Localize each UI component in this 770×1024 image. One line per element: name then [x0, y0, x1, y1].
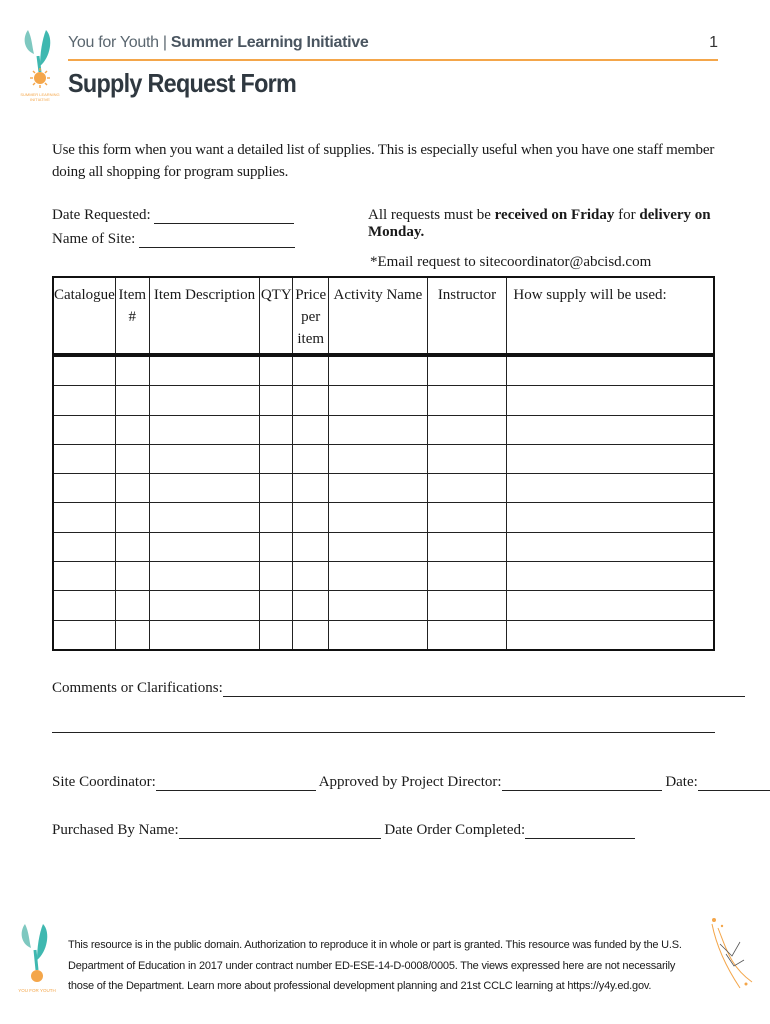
- approval-date-input[interactable]: [698, 776, 770, 791]
- table-cell[interactable]: [53, 355, 115, 386]
- table-cell[interactable]: [427, 415, 507, 444]
- col-header-activity-name: Activity Name: [329, 277, 427, 355]
- table-cell[interactable]: [115, 474, 149, 503]
- table-cell[interactable]: [260, 532, 293, 561]
- table-cell[interactable]: [507, 474, 714, 503]
- table-cell[interactable]: [427, 562, 507, 591]
- decorative-illustration: [700, 914, 758, 998]
- table-cell[interactable]: [329, 474, 427, 503]
- table-cell[interactable]: [53, 474, 115, 503]
- site-coordinator-label: Site Coordinator:: [52, 774, 156, 790]
- table-row: [53, 503, 714, 532]
- table-cell[interactable]: [115, 386, 149, 415]
- table-cell[interactable]: [293, 474, 329, 503]
- name-of-site-label: Name of Site:: [52, 231, 136, 247]
- table-cell[interactable]: [507, 415, 714, 444]
- table-cell[interactable]: [53, 386, 115, 415]
- table-row: [53, 474, 714, 503]
- table-cell[interactable]: [293, 444, 329, 473]
- header-org: You for Youth: [68, 34, 159, 51]
- table-cell[interactable]: [293, 503, 329, 532]
- purchased-by-input[interactable]: [179, 824, 381, 839]
- col-header-usage: How supply will be used:: [507, 277, 714, 355]
- col-header-price: Price per item: [293, 277, 329, 355]
- table-row: [53, 620, 714, 650]
- approval-row: [52, 774, 770, 791]
- table-cell[interactable]: [53, 415, 115, 444]
- table-cell[interactable]: [293, 355, 329, 386]
- name-of-site-input[interactable]: [139, 233, 295, 248]
- table-header-row: [53, 277, 714, 355]
- request-delivery-day: delivery on Monday.: [368, 207, 711, 240]
- table-cell[interactable]: [115, 562, 149, 591]
- table-cell[interactable]: [260, 474, 293, 503]
- date-requested-field: [52, 207, 294, 224]
- svg-text:INITIATIVE: INITIATIVE: [30, 97, 50, 102]
- table-cell[interactable]: [329, 503, 427, 532]
- table-row: [53, 355, 714, 386]
- col-header-item-number: Item #: [115, 277, 149, 355]
- table-cell[interactable]: [427, 444, 507, 473]
- table-cell[interactable]: [329, 444, 427, 473]
- comments-input[interactable]: [223, 682, 745, 697]
- table-cell[interactable]: [427, 591, 507, 620]
- table-cell[interactable]: [149, 415, 260, 444]
- purchased-by-label: Purchased By Name:: [52, 822, 179, 838]
- request-note-middle: for: [614, 207, 640, 223]
- header-separator: |: [158, 34, 171, 51]
- table-cell[interactable]: [53, 591, 115, 620]
- table-cell[interactable]: [115, 591, 149, 620]
- purchase-row: [52, 822, 635, 839]
- table-cell[interactable]: [427, 503, 507, 532]
- you-for-youth-logo: [16, 920, 58, 994]
- table-cell[interactable]: [507, 591, 714, 620]
- table-cell[interactable]: [115, 620, 149, 650]
- table-cell[interactable]: [427, 532, 507, 561]
- table-cell[interactable]: [329, 562, 427, 591]
- table-cell[interactable]: [507, 355, 714, 386]
- table-cell[interactable]: [53, 620, 115, 650]
- table-cell[interactable]: [115, 415, 149, 444]
- header-title: [68, 34, 368, 52]
- comments-label: Comments or Clarifications:: [52, 680, 223, 696]
- comments-input-line-2[interactable]: [52, 732, 715, 733]
- footer-logo-caption: YOU FOR YOUTH: [18, 988, 56, 993]
- date-order-completed-input[interactable]: [525, 824, 635, 839]
- table-cell[interactable]: [329, 415, 427, 444]
- table-cell[interactable]: [149, 474, 260, 503]
- table-cell[interactable]: [149, 503, 260, 532]
- table-cell[interactable]: [115, 503, 149, 532]
- email-note: *Email request to sitecoordinator@abcisd.com: [370, 254, 652, 270]
- table-cell[interactable]: [293, 620, 329, 650]
- site-coordinator-input[interactable]: [156, 776, 316, 791]
- table-cell[interactable]: [149, 355, 260, 386]
- table-cell[interactable]: [507, 620, 714, 650]
- table-cell[interactable]: [507, 562, 714, 591]
- table-cell[interactable]: [427, 355, 507, 386]
- table-cell[interactable]: [427, 474, 507, 503]
- table-cell[interactable]: [329, 532, 427, 561]
- table-cell[interactable]: [53, 503, 115, 532]
- table-cell[interactable]: [507, 503, 714, 532]
- table-row: [53, 591, 714, 620]
- table-cell[interactable]: [507, 444, 714, 473]
- table-cell[interactable]: [53, 532, 115, 561]
- table-cell[interactable]: [329, 386, 427, 415]
- table-cell[interactable]: [115, 355, 149, 386]
- intro-text: Use this form when you want a detailed list of supplies. This is especially useful when you have one staff member doing all shopping for program supplies.: [52, 142, 715, 180]
- table-cell[interactable]: [149, 444, 260, 473]
- table-cell[interactable]: [115, 444, 149, 473]
- table-row: [53, 532, 714, 561]
- header-rule: [68, 59, 718, 61]
- col-header-item-description: Item Description: [149, 277, 260, 355]
- table-cell[interactable]: [427, 620, 507, 650]
- table-cell[interactable]: [329, 355, 427, 386]
- date-order-completed-label: Date Order Completed:: [384, 822, 526, 838]
- table-cell[interactable]: [293, 386, 329, 415]
- table-cell[interactable]: [53, 562, 115, 591]
- page-number: 1: [709, 34, 718, 51]
- table-cell[interactable]: [260, 415, 293, 444]
- logo-caption: SUMMER LEARNING: [20, 92, 60, 97]
- table-cell[interactable]: [260, 562, 293, 591]
- table-cell[interactable]: [507, 386, 714, 415]
- name-of-site-field: [52, 231, 295, 248]
- table-cell[interactable]: [507, 532, 714, 561]
- y4y-logo: [18, 28, 62, 104]
- table-cell[interactable]: [293, 532, 329, 561]
- approved-by-input[interactable]: [502, 776, 662, 791]
- table-cell[interactable]: [260, 591, 293, 620]
- col-header-catalogue: Catalogue: [53, 277, 115, 355]
- table-cell[interactable]: [329, 591, 427, 620]
- approved-by-label: Approved by Project Director:: [318, 774, 502, 790]
- supply-table: [52, 276, 715, 651]
- table-cell[interactable]: [260, 355, 293, 386]
- approval-date-label: Date:: [665, 774, 698, 790]
- table-row: [53, 444, 714, 473]
- table-cell[interactable]: [149, 386, 260, 415]
- table-cell[interactable]: [293, 591, 329, 620]
- table-row: [53, 386, 714, 415]
- col-header-qty: QTY: [260, 277, 293, 355]
- table-cell[interactable]: [293, 415, 329, 444]
- table-cell[interactable]: [260, 386, 293, 415]
- table-row: [53, 415, 714, 444]
- table-cell[interactable]: [427, 386, 507, 415]
- table-cell[interactable]: [293, 562, 329, 591]
- table-cell[interactable]: [149, 532, 260, 561]
- table-cell[interactable]: [115, 532, 149, 561]
- request-deadline-note: [368, 207, 770, 241]
- table-cell[interactable]: [260, 503, 293, 532]
- table-cell[interactable]: [53, 444, 115, 473]
- header-program: Summer Learning Initiative: [170, 34, 369, 51]
- comments-field: [52, 680, 745, 697]
- request-note-prefix: All requests must be: [368, 207, 495, 223]
- table-cell[interactable]: [260, 444, 293, 473]
- table-cell[interactable]: [260, 620, 293, 650]
- page-title: Supply Request Form: [68, 68, 297, 98]
- request-received-day: received on Friday: [494, 207, 615, 223]
- date-requested-label: Date Requested:: [52, 207, 151, 223]
- col-header-instructor: Instructor: [427, 277, 507, 355]
- date-requested-input[interactable]: [154, 209, 294, 224]
- table-cell[interactable]: [149, 562, 260, 591]
- table-row: [53, 562, 714, 591]
- footer-disclaimer: This resource is in the public domain. Authorization to reproduce it in whole or part is granted. This resource was funded by the U.S. Department of Education in 2017 under contract number ED-ESE-14-D-0008/0005. The views expressed here are not necessarily those of the Department. Learn more about professional development planning and 21st CCLC learning at https://y4y.ed.gov.: [68, 939, 682, 992]
- table-cell[interactable]: [149, 591, 260, 620]
- table-cell[interactable]: [149, 620, 260, 650]
- table-cell[interactable]: [329, 620, 427, 650]
